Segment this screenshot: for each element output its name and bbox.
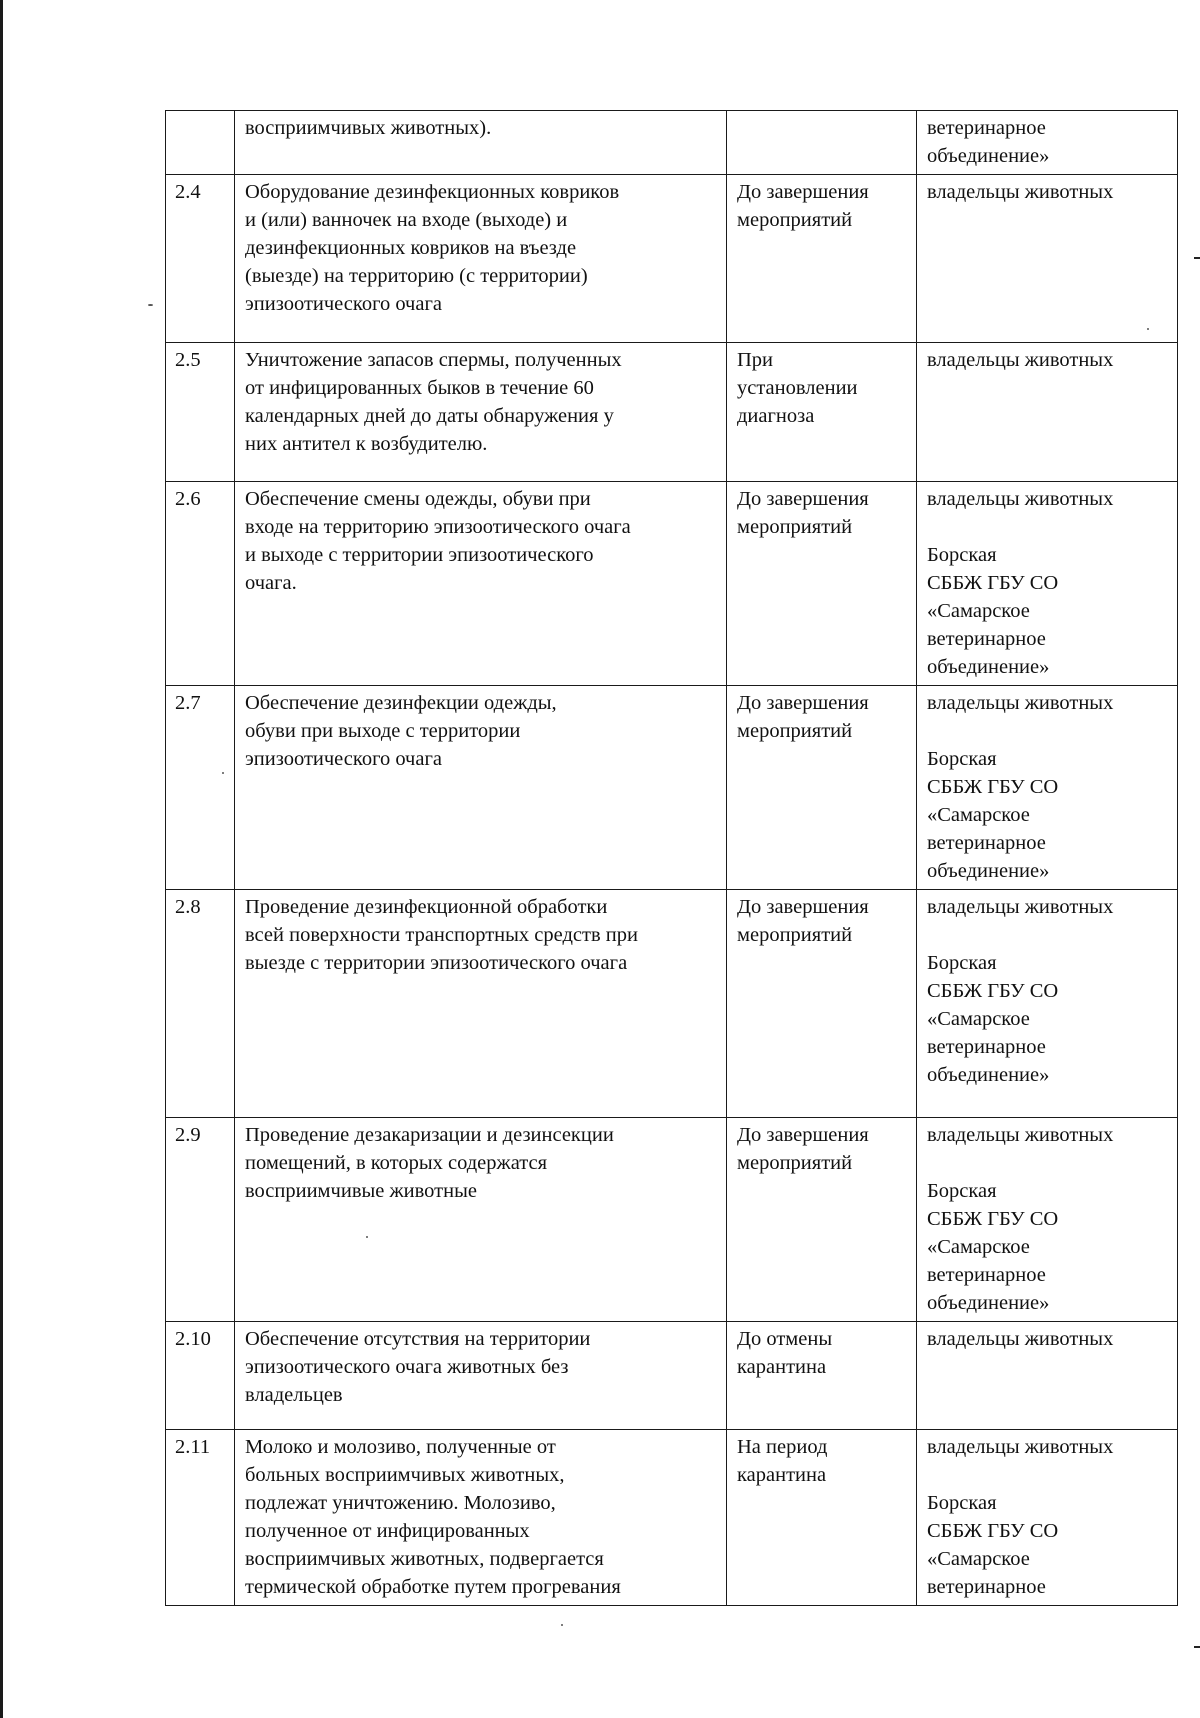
measure-responsible: владельцы животных Борская СББЖ ГБУ СО «Самарское ветеринарное объединение» bbox=[917, 482, 1178, 686]
item-number: 2.4 bbox=[166, 175, 235, 343]
measure-deadline: На период карантина bbox=[727, 1430, 917, 1606]
measure-responsible: владельцы животных Борская СББЖ ГБУ СО «Самарское ветеринарное объединение» bbox=[917, 890, 1178, 1118]
item-number: 2.11 bbox=[166, 1430, 235, 1606]
measure-description: Обеспечение смены одежды, обуви при входе на территорию эпизоотического очага и выходе с территории эпизоотического очага. bbox=[235, 482, 727, 686]
scan-speck bbox=[148, 304, 153, 306]
measure-description: Проведение дезинфекционной обработки всей поверхности транспортных средств при выезде с территории эпизоотического очага bbox=[235, 890, 727, 1118]
table-row bbox=[166, 111, 1178, 175]
table-row bbox=[166, 1118, 1178, 1322]
measure-deadline: При установлении диагноза bbox=[727, 343, 917, 482]
measure-deadline: До завершения мероприятий bbox=[727, 890, 917, 1118]
scan-edge-mark bbox=[1194, 1646, 1200, 1648]
measure-description: Молоко и молозиво, полученные от больных восприимчивых животных, подлежат уничтожению. Молозиво, полученное от инфицированных восприимчивых животных, подвергается термической обработке путем прогревания bbox=[235, 1430, 727, 1606]
measure-description: восприимчивых животных). bbox=[235, 111, 727, 175]
measure-description: Уничтожение запасов спермы, полученных от инфицированных быков в течение 60 календарных дней до даты обнаружения у них антител к возбудителю. bbox=[235, 343, 727, 482]
item-number: 2.5 bbox=[166, 343, 235, 482]
item-number bbox=[166, 111, 235, 175]
measure-description: Обеспечение дезинфекции одежды, обуви при выходе с территории эпизоотического очага bbox=[235, 686, 727, 890]
measure-responsible: владельцы животных Борская СББЖ ГБУ СО «Самарское ветеринарное объединение» bbox=[917, 1118, 1178, 1322]
table-row bbox=[166, 686, 1178, 890]
measure-description: Обеспечение отсутствия на территории эпизоотического очага животных без владельцев bbox=[235, 1322, 727, 1430]
measure-deadline bbox=[727, 111, 917, 175]
item-number: 2.9 bbox=[166, 1118, 235, 1322]
item-number: 2.10 bbox=[166, 1322, 235, 1430]
measure-responsible: ветеринарное объединение» bbox=[917, 111, 1178, 175]
table-row bbox=[166, 482, 1178, 686]
measure-responsible: владельцы животных bbox=[917, 343, 1178, 482]
measure-deadline: До завершения мероприятий bbox=[727, 1118, 917, 1322]
measure-description: Оборудование дезинфекционных ковриков и (или) ванночек на входе (выходе) и дезинфекционных ковриков на въезде (выезде) на территорию (с территории) эпизоотического очага bbox=[235, 175, 727, 343]
measure-responsible: владельцы животных bbox=[917, 1322, 1178, 1430]
measures-table bbox=[165, 110, 1178, 1606]
item-number: 2.8 bbox=[166, 890, 235, 1118]
scan-speck bbox=[561, 1624, 563, 1626]
measure-deadline: До завершения мероприятий bbox=[727, 686, 917, 890]
measure-deadline: До завершения мероприятий bbox=[727, 175, 917, 343]
item-number: 2.7 bbox=[166, 686, 235, 890]
measure-responsible: владельцы животных Борская СББЖ ГБУ СО «Самарское ветеринарное объединение» bbox=[917, 686, 1178, 890]
table-row bbox=[166, 890, 1178, 1118]
table-row bbox=[166, 1430, 1178, 1606]
measure-deadline: До завершения мероприятий bbox=[727, 482, 917, 686]
table-row bbox=[166, 1322, 1178, 1430]
table-row bbox=[166, 343, 1178, 482]
measure-responsible: владельцы животных Борская СББЖ ГБУ СО «Самарское ветеринарное bbox=[917, 1430, 1178, 1606]
table-row bbox=[166, 175, 1178, 343]
measure-responsible: владельцы животных bbox=[917, 175, 1178, 343]
item-number: 2.6 bbox=[166, 482, 235, 686]
measure-description: Проведение дезакаризации и дезинсекции помещений, в которых содержатся восприимчивые животные bbox=[235, 1118, 727, 1322]
scan-page-edge bbox=[0, 0, 3, 1718]
scan-edge-mark bbox=[1194, 257, 1200, 259]
measure-deadline: До отмены карантина bbox=[727, 1322, 917, 1430]
